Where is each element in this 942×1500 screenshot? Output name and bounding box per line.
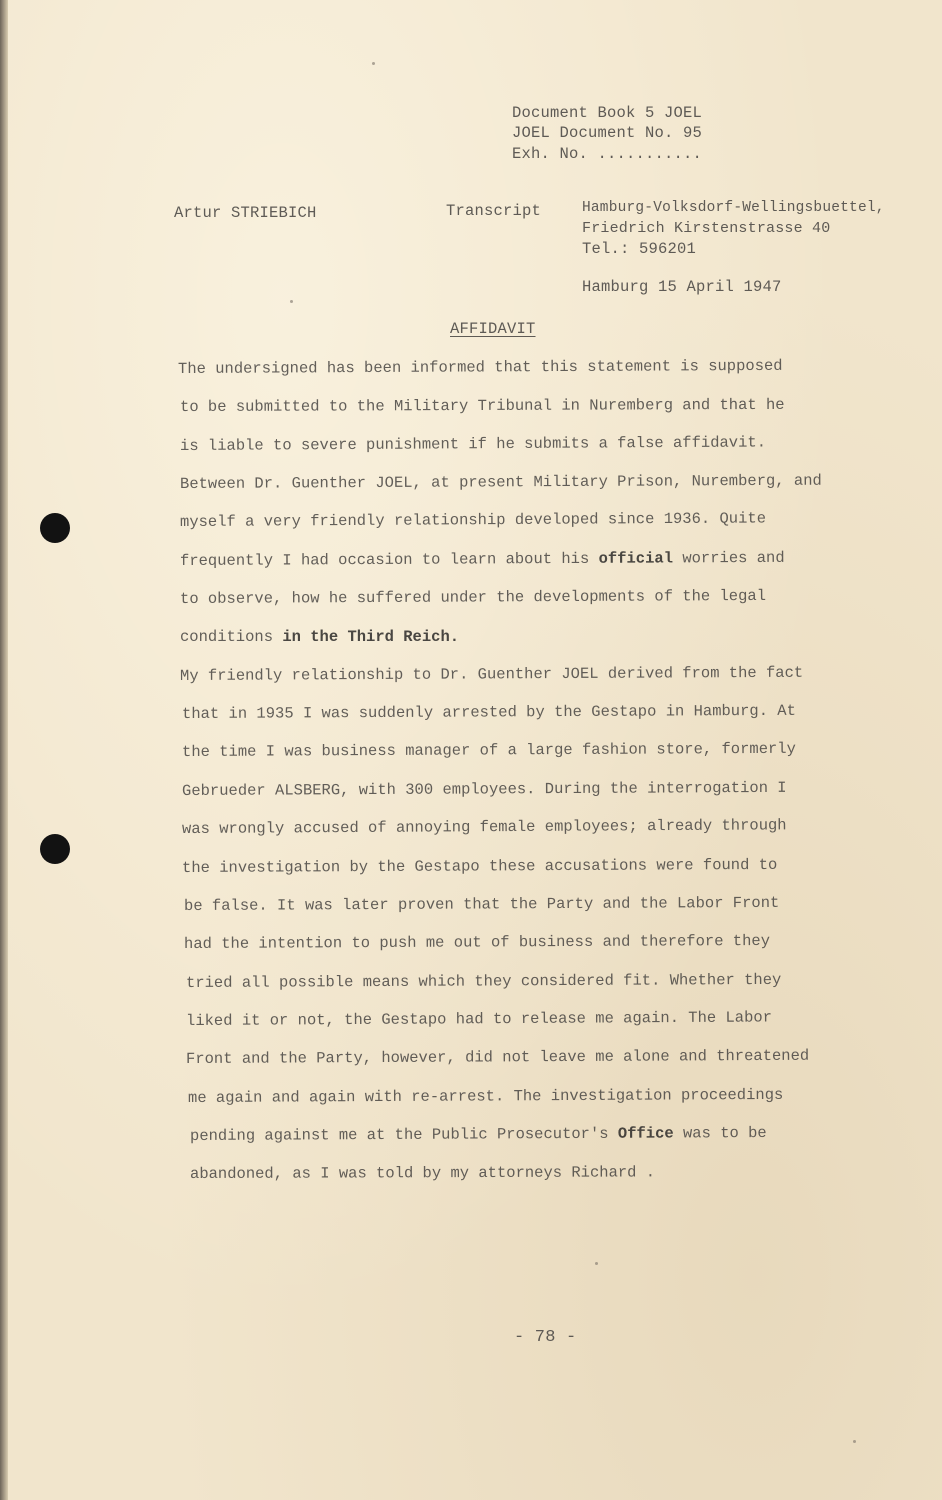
page-edge (0, 0, 8, 1500)
body-line: myself a very friendly relationship developed since 1936. Quite (179, 509, 767, 531)
body-line: Gebrueder ALSBERG, with 300 employees. During the interrogation I (181, 778, 787, 800)
header-document-book: Document Book 5 JOEL (512, 104, 703, 122)
body-line: had the intention to push me out of business and therefore they (183, 931, 771, 953)
body-line: pending against me at the Public Prosecutor's Office was to be (189, 1123, 767, 1145)
body-line: is liable to severe punishment if he submits a false affidavit. (179, 433, 767, 455)
body-line: that in 1935 I was suddenly arrested by the Gestapo in Hamburg. At (181, 701, 796, 723)
body-line: the time I was business manager of a large fashion store, formerly (181, 739, 796, 761)
address-telephone: Tel.: 596201 (582, 240, 697, 258)
body-line: My friendly relationship to Dr. Guenther JOEL derived from the fact (179, 663, 804, 685)
body-line: frequently I had occasion to learn about his official worries and (179, 548, 785, 570)
body-line: Between Dr. Guenther JOEL, at present Military Prison, Nuremberg, and (179, 471, 822, 493)
header-exhibit-number: Exh. No. ........... (512, 145, 703, 163)
body-line: to observe, how he suffered under the developments of the legal (179, 586, 767, 608)
body-line: the investigation by the Gestapo these accusations were found to (181, 855, 778, 877)
header-document-number: JOEL Document No. 95 (512, 124, 703, 142)
page-number: - 78 - (514, 1328, 577, 1347)
transcript-label: Transcript (446, 202, 542, 220)
paper-speck (290, 300, 293, 303)
body-line: conditions in the Third Reich. (180, 628, 460, 646)
body-line: The undersigned has been informed that this statement is supposed (177, 356, 783, 378)
paper-speck (853, 1440, 856, 1443)
body-line: to be submitted to the Military Tribunal in Nuremberg and that he (179, 395, 785, 416)
address-street-1: Hamburg-Volksdorf-Wellingsbuettel, (582, 200, 885, 216)
punch-hole-upper (40, 513, 70, 543)
body-line: Front and the Party, however, did not leave me alone and threatened (185, 1046, 810, 1068)
body-line: be false. It was later proven that the Party and the Labor Front (183, 893, 780, 915)
body-line: abandoned, as I was told by my attorneys Richard . (189, 1163, 656, 1183)
body-line: me again and again with re-arrest. The investigation proceedings (187, 1085, 784, 1107)
paper-speck (372, 62, 375, 65)
punch-hole-lower (40, 834, 70, 864)
body-line: was wrongly accused of annoying female employees; already through (181, 816, 787, 838)
address-street-2: Friedrich Kirstenstrasse 40 (582, 220, 831, 237)
body-line: liked it or not, the Gestapo had to release me again. The Labor (185, 1008, 773, 1030)
document-title: AFFIDAVIT (450, 320, 536, 338)
place-and-date: Hamburg 15 April 1947 (582, 278, 782, 296)
paper-speck (595, 1262, 598, 1265)
affiant-name: Artur STRIEBICH (174, 204, 317, 222)
body-line: tried all possible means which they considered fit. Whether they (185, 970, 782, 992)
